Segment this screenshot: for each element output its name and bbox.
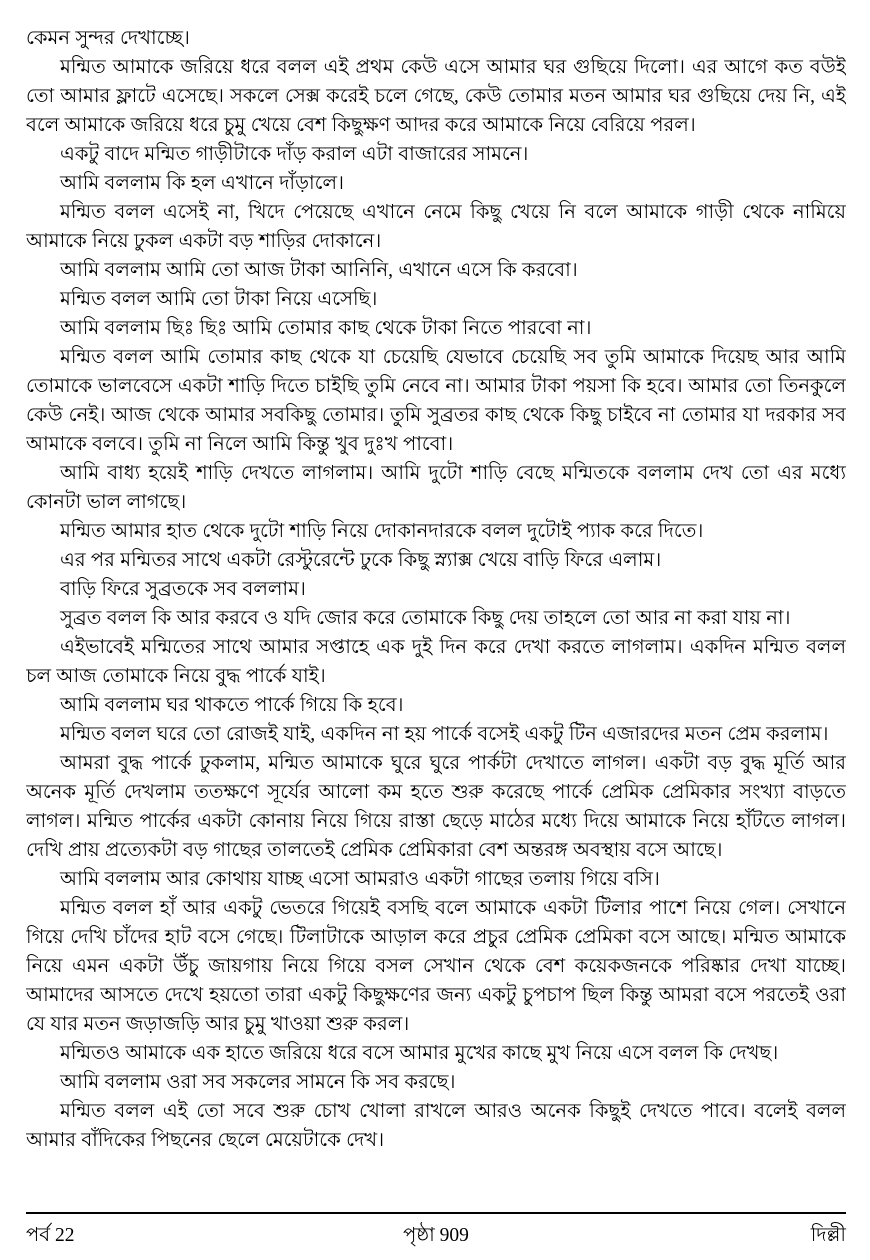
paragraph: মন্মিত আমাকে জরিয়ে ধরে বলল এই প্রথম কেউ এসে আমার ঘর গুছিয়ে দিলো। এর আগে কত বউই তো আমার ফ্লাটে এসেছে। সকলে সেক্স করেই চলে গেছে, কেউ তোমার মতন আমার ঘর গুছিয়ে দেয় নি, এই বলে আমাকে জরিয়ে ধরে চুমু খেয়ে বেশ কিছুক্ষণ আদর করে আমাকে নিয়ে বেরিয়ে পরল।	[26, 57, 846, 136]
footer-page-number: পৃষ্ঠা 909	[403, 1225, 469, 1246]
paragraph: এর পর মন্মিতর সাথে একটা রেস্টুরেন্টে ঢুকে কিছু স্ন্যাক্স খেয়ে বাড়ি ফিরে এলাম।	[60, 550, 662, 571]
paragraph: সুব্রত বলল কি আর করবে ও যদি জোর করে তোমাকে কিছু দেয় তাহলে তো আর না করা যায় না।	[60, 608, 791, 629]
paragraph: আমি বললাম আর কোথায় যাচ্ছ এসো আমরাও একটা গাছের তলায় গিয়ে বসি।	[60, 869, 660, 890]
paragraph: মন্মিত বলল এসেই না, খিদে পেয়েছে এখানে নেমে কিছু খেয়ে নি বলে আমাকে গাড়ী থেকে নামিয়ে আমাকে নিয়ে ঢুকল একটা বড় শাড়ির দোকানে।	[26, 202, 846, 252]
paragraph: একটু বাদে মন্মিত গাড়ীটাকে দাঁড় করাল এটা বাজারের সামনে।	[60, 144, 529, 165]
paragraph: মন্মিতও আমাকে এক হাতে জরিয়ে ধরে বসে আমার মুখের কাছে মুখ নিয়ে এসে বলল কি দেখছ।	[60, 1043, 779, 1064]
footer-place-label: দিল্লী	[810, 1225, 846, 1246]
paragraph: আমি বললাম আমি তো আজ টাকা আনিনি, এখানে এসে কি করবো।	[60, 260, 578, 281]
paragraph: আমি বললাম কি হল এখানে দাঁড়ালে।	[60, 173, 345, 194]
paragraph: এইভাবেই মন্মিতের সাথে আমার সপ্তাহে এক দুই দিন করে দেখা করতে লাগলাম। একদিন মন্মিত বলল চল আজ তোমাকে নিয়ে বুদ্ধ পার্কে যাই।	[26, 637, 846, 687]
paragraph: মন্মিত আমার হাত থেকে দুটো শাড়ি নিয়ে দোকানদারকে বলল দুটোই প্যাক করে দিতে।	[60, 521, 704, 542]
paragraph: আমরা বুদ্ধ পার্কে ঢুকলাম, মন্মিত আমাকে ঘুরে ঘুরে পার্কটা দেখাতে লাগল। একটা বড় বুদ্ধ মূর্তি আর অনেক মূর্তি দেখলাম ততক্ষণে সূর্যের আলো কম হতে শুরু করেছে পার্কে প্রেমিক প্রেমিকার সংখ্যা বাড়তে লাগল। মন্মিত পার্কের একটা কোনায় নিয়ে গিয়ে রাস্তা ছেড়ে মাঠের মধ্যে দিয়ে আমাকে নিয়ে হাঁটতে লাগল। দেখি প্রায় প্রত্যেকটা বড় গাছের তালতেই প্রেমিক প্রেমিকারা বেশ অন্তরঙ্গ অবস্থায় বসে আছে।	[26, 753, 846, 861]
paragraph: কেমন সুন্দর দেখাচ্ছে।	[26, 28, 190, 49]
paragraph: মন্মিত বলল ঘরে তো রোজই যাই, একদিন না হয় পার্কে বসেই একটু টিন এজারদের মতন প্রেম করলাম।	[60, 724, 829, 745]
paragraph: আমি বললাম ছিঃ ছিঃ আমি তোমার কাছ থেকে টাকা নিতে পারবো না।	[60, 318, 592, 339]
paragraph: মন্মিত বলল হাঁ আর একটু ভেতরে গিয়েই বসছি বলে আমাকে একটা টিলার পাশে নিয়ে গেল। সেখানে গিয়ে দেখি চাঁদের হাট বসে গেছে। টিলাটাকে আড়াল করে প্রচুর প্রেমিক প্রেমিকা বসে আছে। মন্মিত আমাকে নিয়ে এমন একটা উঁচু জায়গায় নিয়ে গিয়ে বসল সেখান থেকে বেশ কয়েকজনকে পরিষ্কার দেখা যাচ্ছে। আমাদের আসতে দেখে হয়তো তারা একটু কিছুক্ষণের জন্য একটু চুপচাপ ছিল কিন্তু আমরা বসে পরতেই ওরা যে যার মতন জড়াজড়ি আর চুমু খাওয়া শুরু করল।	[26, 898, 846, 1035]
page-body	[26, 24, 846, 1206]
footer-part-label: পর্ব 22	[26, 1225, 75, 1246]
paragraph: মন্মিত বলল আমি তো টাকা নিয়ে এসেছি।	[60, 289, 378, 310]
page-footer	[26, 1212, 846, 1248]
paragraph: মন্মিত বলল আমি তোমার কাছ থেকে যা চেয়েছি যেভাবে চেয়েছি সব তুমি আমাকে দিয়েছ আর আমি তোমাকে ভালবেসে একটা শাড়ি দিতে চাইছি তুমি নেবে না। আমার টাকা পয়সা কি হবে। আমার তো তিনকুলে কেউ নেই। আজ থেকে আমার সবকিছু তোমার। তুমি সুব্রতর কাছ থেকে কিছু চাইবে না তোমার যা দরকার সব আমাকে বলবে। তুমি না নিলে আমি কিন্তু খুব দুঃখ পাবো।	[26, 347, 846, 455]
paragraph: মন্মিত বলল এই তো সবে শুরু চোখ খোলা রাখলে আরও অনেক কিছুই দেখতে পাবে। বলেই বলল আমার বাঁদিকের পিছনের ছেলে মেয়েটাকে দেখ।	[26, 1101, 846, 1151]
paragraph: বাড়ি ফিরে সুব্রতকে সব বললাম।	[60, 579, 306, 600]
paragraph: আমি বললাম ওরা সব সকলের সামনে কি সব করছে।	[60, 1072, 456, 1093]
paragraph: আমি বাধ্য হয়েই শাড়ি দেখতে লাগলাম। আমি দুটো শাড়ি বেছে মন্মিতকে বললাম দেখ তো এর মধ্যে কোনটা ভাল লাগছে।	[26, 463, 846, 513]
paragraph: আমি বললাম ঘর থাকতে পার্কে গিয়ে কি হবে।	[60, 695, 404, 716]
